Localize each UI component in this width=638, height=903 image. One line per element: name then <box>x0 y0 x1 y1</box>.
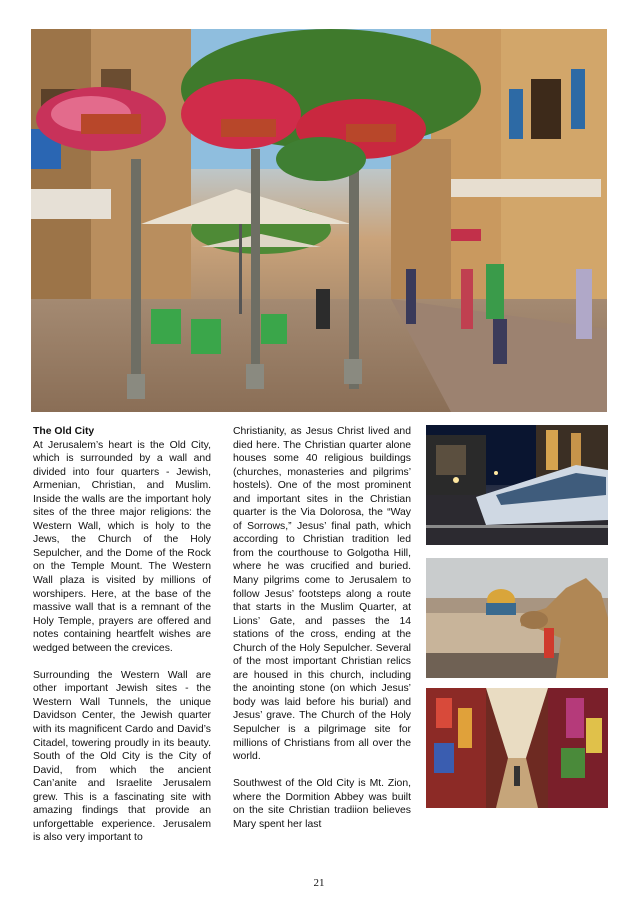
text-column-left <box>33 425 211 859</box>
paragraph-western-wall-surroundings: Surrounding the Western Wall are other important Jewish sites - the Western Wall Tunnels, the unique Davidson Center, the Jewish quarter with its magnificent Cardo and David’s Citadel, towering proudly in its beauty. South of the Old City is the City of David, from which the ancient Can’anite and Israelite Jerusalem grew. This is a fascinating site with amazing findings that provide an unforgettable experience. Jerusalem is also very important to <box>33 669 211 844</box>
paragraph-mt-zion: Southwest of the Old City is Mt. Zion, where the Dormition Abbey was built on the site Christian tradiion believes Mary spent her last <box>233 778 411 830</box>
section-title: The Old City <box>33 426 95 437</box>
paragraph-christian-quarter: Christianity, as Jesus Christ lived and died here. The Christian quarter alone houses some 40 religious buildings (churches, monasteries and pilgrims’ hostels). One of the most prominent and important sites in the Christian quarter is the Via Dolorosa, the “Way of Sorrows,” Jesus’ final path, which according to Christian tradition led from the courthouse to Golgotha Hill, where he was crucified and buried. Many pilgrims come to Jerusalem to follow Jesus’ footsteps along a route that starts in the Muslim Quarter, at Lions’ Gate, and passes the 14 stations of the cross, ending at the Church of the Holy Sepulcher. Several of the most important Christian relics are housed in this church, including the anointing stone (on which Jesus’ body was laid before his burial) and Jesus’ grave. The Church of the Holy Sepulcher is a pilgrimage site for millions of Christians from all over the world. <box>233 426 411 763</box>
photo-light-rail-night <box>426 425 608 545</box>
text-column-middle <box>233 425 411 845</box>
photo-old-city-market <box>426 688 608 808</box>
photo-camel-dome-of-the-rock <box>426 558 608 678</box>
hero-photo-street-scene <box>31 29 607 412</box>
paragraph-old-city-intro: At Jerusalem’s heart is the Old City, which is surrounded by a wall and divided into four quarters - Jewish, Armenian, Christian, and Muslim. Inside the walls are the important holy sites of the three major religions: the Western Wall, which is holy to the Jews, the Church of the Holy Sepulcher, and the Dome of the Rock on the Temple Mount. The Western Wall plaza is visited by millions of worshipers. Here, at the base of the massive wall that is a remnant of the Holy Temple, prayers are offered and notes containing heartfelt wishes are wedged between the crevices. <box>33 439 211 654</box>
page-number: 21 <box>313 877 325 889</box>
